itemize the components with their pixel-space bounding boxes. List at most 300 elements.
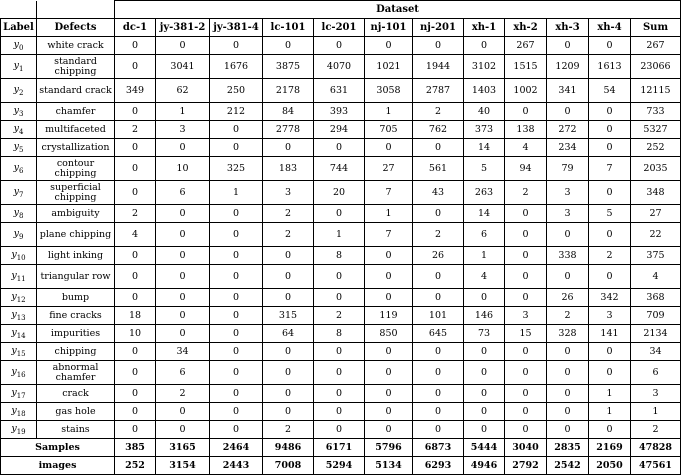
- cell-value: 0: [210, 37, 263, 55]
- table-row: [1, 121, 681, 139]
- cell-value: 0: [589, 103, 631, 121]
- row-label-subscript: 10: [16, 253, 26, 262]
- row-defect: crack: [37, 385, 115, 403]
- cell-value: 54: [589, 79, 631, 103]
- cell-value: 0: [210, 223, 263, 247]
- cell-value: 141: [589, 325, 631, 343]
- row-label-subscript: 3: [18, 109, 24, 118]
- cell-value: 0: [210, 139, 263, 157]
- cell-value: 26: [547, 289, 589, 307]
- cell-value: 0: [547, 421, 589, 439]
- header-column: jy-381-4: [210, 19, 263, 37]
- cell-value: 0: [589, 421, 631, 439]
- cell-value: 0: [413, 205, 464, 223]
- row-label-symbol: y: [11, 387, 17, 399]
- cell-value: 0: [365, 343, 413, 361]
- cell-value: 0: [413, 343, 464, 361]
- totals-value: 385: [115, 439, 156, 457]
- cell-value: 0: [365, 37, 413, 55]
- cell-value: 27: [365, 157, 413, 181]
- cell-value: 705: [365, 121, 413, 139]
- row-label-subscript: 14: [16, 331, 26, 340]
- row-defect: bump: [37, 289, 115, 307]
- cell-value: 183: [263, 157, 314, 181]
- cell-value: 94: [505, 157, 547, 181]
- cell-value: 0: [263, 361, 314, 385]
- row-defect: superficial chipping: [37, 181, 115, 205]
- totals-value: 3165: [156, 439, 210, 457]
- row-label: [1, 325, 37, 343]
- row-label-symbol: y: [11, 345, 17, 357]
- row-label-symbol: y: [13, 207, 19, 219]
- cell-value: 18: [115, 307, 156, 325]
- cell-value: 0: [505, 343, 547, 361]
- cell-value: 0: [589, 37, 631, 55]
- cell-value: 62: [156, 79, 210, 103]
- cell-value: 0: [365, 385, 413, 403]
- cell-value: 20: [314, 181, 365, 205]
- cell-value: 0: [505, 247, 547, 265]
- row-label: [1, 385, 37, 403]
- cell-value: 645: [413, 325, 464, 343]
- cell-value: 0: [464, 403, 505, 421]
- cell-value: 3: [156, 121, 210, 139]
- cell-value: 1403: [464, 79, 505, 103]
- cell-value: 0: [115, 139, 156, 157]
- cell-value: 79: [547, 157, 589, 181]
- cell-value: 0: [263, 289, 314, 307]
- row-label-symbol: y: [11, 270, 17, 282]
- row-label: [1, 205, 37, 223]
- row-label-subscript: 1: [18, 64, 24, 73]
- cell-value: 0: [156, 421, 210, 439]
- row-defect: chamfer: [37, 103, 115, 121]
- row-label-subscript: 19: [16, 427, 26, 436]
- row-defect: abnormal chamfer: [37, 361, 115, 385]
- cell-value: 0: [210, 307, 263, 325]
- cell-value: 0: [365, 361, 413, 385]
- cell-value: 1515: [505, 55, 547, 79]
- cell-value: 0: [464, 385, 505, 403]
- cell-value: 0: [115, 103, 156, 121]
- totals-row: [1, 439, 681, 457]
- row-defect: fine cracks: [37, 307, 115, 325]
- row-defect: plane chipping: [37, 223, 115, 247]
- cell-value: 14: [464, 205, 505, 223]
- row-label: [1, 139, 37, 157]
- cell-value: 0: [505, 265, 547, 289]
- cell-value: 2: [115, 205, 156, 223]
- totals-value: 6873: [413, 439, 464, 457]
- cell-value: 0: [156, 403, 210, 421]
- cell-value: 234: [547, 139, 589, 157]
- cell-value: 0: [263, 139, 314, 157]
- cell-value: 12115: [631, 79, 681, 103]
- cell-value: 1002: [505, 79, 547, 103]
- cell-value: 4: [464, 265, 505, 289]
- cell-value: 7: [589, 157, 631, 181]
- cell-value: 0: [210, 121, 263, 139]
- totals-value: 6293: [413, 457, 464, 475]
- cell-value: 393: [314, 103, 365, 121]
- totals-value: 5294: [314, 457, 365, 475]
- cell-value: 138: [505, 121, 547, 139]
- row-label-symbol: y: [13, 162, 19, 174]
- cell-value: 2: [263, 205, 314, 223]
- cell-value: 0: [210, 361, 263, 385]
- cell-value: 2: [115, 121, 156, 139]
- row-label-subscript: 11: [16, 274, 26, 283]
- cell-value: 119: [365, 307, 413, 325]
- cell-value: 146: [464, 307, 505, 325]
- row-defect: impurities: [37, 325, 115, 343]
- cell-value: 6: [156, 181, 210, 205]
- cell-value: 250: [210, 79, 263, 103]
- cell-value: 0: [365, 289, 413, 307]
- cell-value: 0: [115, 181, 156, 205]
- cell-value: 6: [156, 361, 210, 385]
- row-defect: multifaceted: [37, 121, 115, 139]
- cell-value: 341: [547, 79, 589, 103]
- cell-value: 2178: [263, 79, 314, 103]
- cell-value: 0: [505, 103, 547, 121]
- cell-value: 23066: [631, 55, 681, 79]
- totals-value: 7008: [263, 457, 314, 475]
- cell-value: 2778: [263, 121, 314, 139]
- cell-value: 0: [413, 139, 464, 157]
- cell-value: 64: [263, 325, 314, 343]
- row-label: [1, 265, 37, 289]
- row-label-subscript: 17: [16, 391, 26, 400]
- header-label: Label: [1, 19, 37, 37]
- cell-value: 2: [413, 103, 464, 121]
- totals-value: 2464: [210, 439, 263, 457]
- cell-value: 0: [547, 265, 589, 289]
- cell-value: 34: [156, 343, 210, 361]
- cell-value: 3875: [263, 55, 314, 79]
- cell-value: 0: [547, 37, 589, 55]
- cell-value: 744: [314, 157, 365, 181]
- cell-value: 0: [505, 223, 547, 247]
- cell-value: 0: [115, 421, 156, 439]
- cell-value: 2035: [631, 157, 681, 181]
- cell-value: 6: [464, 223, 505, 247]
- totals-value: 5796: [365, 439, 413, 457]
- totals-value: 9486: [263, 439, 314, 457]
- header-row-dataset: [1, 1, 681, 19]
- cell-value: 15: [505, 325, 547, 343]
- cell-value: 0: [547, 403, 589, 421]
- row-defect: chipping: [37, 343, 115, 361]
- cell-value: 3102: [464, 55, 505, 79]
- cell-value: 3041: [156, 55, 210, 79]
- row-label-subscript: 5: [18, 145, 24, 154]
- cell-value: 3: [589, 307, 631, 325]
- row-label-subscript: 4: [18, 127, 24, 136]
- cell-value: 0: [589, 181, 631, 205]
- cell-value: 10: [156, 157, 210, 181]
- table-row: [1, 385, 681, 403]
- row-label-symbol: y: [11, 309, 17, 321]
- cell-value: 4: [505, 139, 547, 157]
- row-label-symbol: y: [11, 423, 17, 435]
- cell-value: 0: [464, 343, 505, 361]
- cell-value: 2: [263, 421, 314, 439]
- cell-value: 325: [210, 157, 263, 181]
- cell-value: 272: [547, 121, 589, 139]
- totals-value: 2542: [547, 457, 589, 475]
- row-label-symbol: y: [13, 186, 19, 198]
- header-defects: Defects: [37, 19, 115, 37]
- table-row: [1, 157, 681, 181]
- header-column: nj-201: [413, 19, 464, 37]
- row-label-symbol: y: [11, 249, 17, 261]
- cell-value: 0: [365, 403, 413, 421]
- header-column: dc-1: [115, 19, 156, 37]
- row-label-symbol: y: [11, 291, 17, 303]
- cell-value: 0: [547, 385, 589, 403]
- cell-value: 43: [413, 181, 464, 205]
- row-label: [1, 37, 37, 55]
- cell-value: 0: [263, 385, 314, 403]
- cell-value: 0: [365, 247, 413, 265]
- cell-value: 0: [505, 289, 547, 307]
- table-row: [1, 181, 681, 205]
- cell-value: 22: [631, 223, 681, 247]
- cell-value: 0: [505, 421, 547, 439]
- cell-value: 0: [115, 361, 156, 385]
- totals-value: 47828: [631, 439, 681, 457]
- cell-value: 7: [365, 181, 413, 205]
- row-label-subscript: 7: [18, 190, 24, 199]
- row-defect: standard crack: [37, 79, 115, 103]
- table-row: [1, 361, 681, 385]
- cell-value: 2: [505, 181, 547, 205]
- row-label: [1, 121, 37, 139]
- cell-value: 0: [464, 421, 505, 439]
- cell-value: 0: [210, 205, 263, 223]
- header-column: jy-381-2: [156, 19, 210, 37]
- cell-value: 0: [413, 403, 464, 421]
- cell-value: 2: [263, 223, 314, 247]
- table-row: [1, 247, 681, 265]
- row-label: [1, 103, 37, 121]
- cell-value: 2787: [413, 79, 464, 103]
- cell-value: 1: [631, 403, 681, 421]
- totals-value: 6171: [314, 439, 365, 457]
- table-row: [1, 403, 681, 421]
- cell-value: 0: [115, 37, 156, 55]
- cell-value: 0: [210, 265, 263, 289]
- cell-value: 267: [631, 37, 681, 55]
- row-defect: white crack: [37, 37, 115, 55]
- cell-value: 2: [413, 223, 464, 247]
- table-row: [1, 265, 681, 289]
- header-column: lc-101: [263, 19, 314, 37]
- cell-value: 631: [314, 79, 365, 103]
- cell-value: 5: [589, 205, 631, 223]
- row-label: [1, 343, 37, 361]
- row-label: [1, 247, 37, 265]
- row-label-subscript: 2: [18, 88, 24, 97]
- cell-value: 349: [115, 79, 156, 103]
- cell-value: 348: [631, 181, 681, 205]
- cell-value: 0: [314, 37, 365, 55]
- cell-value: 373: [464, 121, 505, 139]
- cell-value: 0: [505, 205, 547, 223]
- table-row: [1, 205, 681, 223]
- cell-value: 40: [464, 103, 505, 121]
- cell-value: 0: [589, 223, 631, 247]
- cell-value: 0: [314, 403, 365, 421]
- header-column: Sum: [631, 19, 681, 37]
- cell-value: 8: [314, 325, 365, 343]
- cell-value: 0: [115, 289, 156, 307]
- cell-value: 0: [115, 157, 156, 181]
- cell-value: 0: [505, 361, 547, 385]
- cell-value: 26: [413, 247, 464, 265]
- cell-value: 2: [589, 247, 631, 265]
- totals-value: 47561: [631, 457, 681, 475]
- cell-value: 0: [314, 205, 365, 223]
- header-column: xh-4: [589, 19, 631, 37]
- row-label-symbol: y: [13, 60, 19, 72]
- cell-value: 4: [631, 265, 681, 289]
- cell-value: 14: [464, 139, 505, 157]
- cell-value: 84: [263, 103, 314, 121]
- row-label-subscript: 8: [18, 211, 24, 220]
- cell-value: 0: [263, 247, 314, 265]
- cell-value: 2: [631, 421, 681, 439]
- row-label: [1, 55, 37, 79]
- totals-value: 3040: [505, 439, 547, 457]
- cell-value: 0: [413, 361, 464, 385]
- cell-value: 0: [115, 55, 156, 79]
- header-column: xh-2: [505, 19, 547, 37]
- cell-value: 0: [464, 289, 505, 307]
- row-label-subscript: 6: [18, 166, 24, 175]
- row-defect: triangular row: [37, 265, 115, 289]
- cell-value: 1: [464, 247, 505, 265]
- table-body: [1, 37, 681, 475]
- cell-value: 1: [314, 223, 365, 247]
- row-label: [1, 361, 37, 385]
- cell-value: 733: [631, 103, 681, 121]
- row-label-symbol: y: [13, 123, 19, 135]
- table-row: [1, 55, 681, 79]
- cell-value: 0: [156, 139, 210, 157]
- row-label-symbol: y: [13, 228, 19, 240]
- header-column: lc-201: [314, 19, 365, 37]
- row-label-symbol: y: [13, 105, 19, 117]
- header-row-columns: [1, 19, 681, 37]
- row-label-subscript: 15: [16, 349, 26, 358]
- cell-value: 0: [115, 385, 156, 403]
- cell-value: 368: [631, 289, 681, 307]
- cell-value: 375: [631, 247, 681, 265]
- cell-value: 1: [365, 103, 413, 121]
- cell-value: 2: [156, 385, 210, 403]
- cell-value: 0: [505, 403, 547, 421]
- cell-value: 0: [314, 289, 365, 307]
- cell-value: 0: [115, 247, 156, 265]
- totals-value: 4946: [464, 457, 505, 475]
- cell-value: 0: [314, 385, 365, 403]
- row-label: [1, 181, 37, 205]
- row-label: [1, 79, 37, 103]
- cell-value: 0: [210, 247, 263, 265]
- cell-value: 5: [464, 157, 505, 181]
- row-label-symbol: y: [13, 141, 19, 153]
- cell-value: 0: [413, 289, 464, 307]
- row-label-subscript: 18: [16, 409, 26, 418]
- cell-value: 0: [547, 361, 589, 385]
- cell-value: 101: [413, 307, 464, 325]
- row-label-symbol: y: [11, 405, 17, 417]
- cell-value: 3: [547, 205, 589, 223]
- row-defect: crystallization: [37, 139, 115, 157]
- cell-value: 0: [464, 37, 505, 55]
- cell-value: 3: [631, 385, 681, 403]
- cell-value: 0: [547, 343, 589, 361]
- row-label-symbol: y: [13, 39, 19, 51]
- cell-value: 0: [210, 385, 263, 403]
- cell-value: 3: [547, 181, 589, 205]
- cell-value: 0: [210, 421, 263, 439]
- cell-value: 3058: [365, 79, 413, 103]
- cell-value: 0: [115, 343, 156, 361]
- cell-value: 0: [263, 403, 314, 421]
- table-row: [1, 421, 681, 439]
- cell-value: 0: [314, 139, 365, 157]
- header-column: xh-3: [547, 19, 589, 37]
- header-column: xh-1: [464, 19, 505, 37]
- cell-value: 342: [589, 289, 631, 307]
- row-label: [1, 289, 37, 307]
- row-label-symbol: y: [11, 366, 17, 378]
- cell-value: 0: [589, 265, 631, 289]
- row-label: [1, 307, 37, 325]
- cell-value: 1021: [365, 55, 413, 79]
- totals-value: 5134: [365, 457, 413, 475]
- cell-value: 27: [631, 205, 681, 223]
- row-label-subscript: 13: [16, 313, 26, 322]
- cell-value: 1: [589, 403, 631, 421]
- row-label-subscript: 12: [16, 295, 26, 304]
- totals-row: [1, 457, 681, 475]
- cell-value: 0: [413, 265, 464, 289]
- cell-value: 0: [365, 421, 413, 439]
- cell-value: 0: [156, 223, 210, 247]
- cell-value: 0: [263, 37, 314, 55]
- header-dataset: Dataset: [115, 1, 681, 19]
- cell-value: 0: [156, 289, 210, 307]
- cell-value: 0: [263, 343, 314, 361]
- cell-value: 1613: [589, 55, 631, 79]
- row-label: [1, 403, 37, 421]
- totals-label: Samples: [1, 439, 115, 457]
- row-defect: gas hole: [37, 403, 115, 421]
- cell-value: 0: [156, 325, 210, 343]
- row-label-symbol: y: [11, 327, 17, 339]
- cell-value: 0: [156, 247, 210, 265]
- row-label-symbol: y: [13, 84, 19, 96]
- cell-value: 561: [413, 157, 464, 181]
- table-row: [1, 325, 681, 343]
- table-row: [1, 289, 681, 307]
- header-column: nj-101: [365, 19, 413, 37]
- row-label-subscript: 9: [18, 232, 24, 241]
